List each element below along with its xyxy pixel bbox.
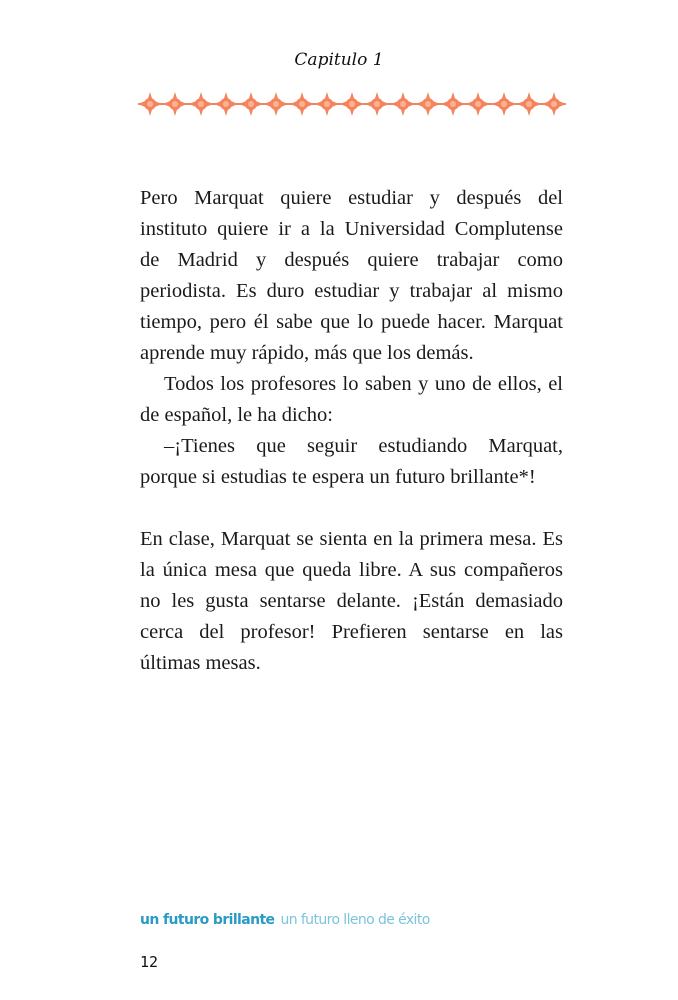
text-line: porque si estudias te espera un futuro brillante*!: [140, 466, 536, 488]
text-line: tiempo, pero él sabe que lo puede hacer. Marquat: [140, 311, 563, 333]
text-line: de español, le ha dicho:: [140, 404, 333, 426]
footnote: [140, 912, 430, 928]
ornament-star-icon: [466, 92, 490, 116]
text-line: Todos los profesores lo saben y uno de ellos, el: [164, 373, 563, 395]
ornament-star-icon: [290, 92, 314, 116]
text-line: de Madrid y después quiere trabajar como: [140, 249, 563, 271]
ornament-star-icon: [189, 92, 213, 116]
ornament-star-icon: [340, 92, 364, 116]
paragraph: [140, 369, 563, 431]
footnote-definition: un futuro lleno de éxito: [280, 912, 430, 928]
text-line: periodista. Es duro estudiar y trabajar al mismo: [140, 280, 563, 302]
paragraph: [140, 524, 563, 679]
ornament-star-icon: [391, 92, 415, 116]
ornament-star-icon: [214, 92, 238, 116]
ornament-star-icon: [264, 92, 288, 116]
text-line: últimas mesas.: [140, 652, 261, 674]
ornament-star-icon: [492, 92, 516, 116]
text-line: la única mesa que queda libre. A sus compañeros: [140, 559, 563, 581]
ornament-star-icon: [441, 92, 465, 116]
paragraph-gap: [140, 493, 563, 524]
ornament-star-icon: [239, 92, 263, 116]
footnote-term: un futuro brillante: [140, 912, 275, 928]
ornament-star-icon: [517, 92, 541, 116]
text-line: no les gusta sentarse delante. ¡Están demasiado: [140, 590, 563, 612]
text-line: instituto quiere ir a la Universidad Complutense: [140, 218, 563, 240]
ornament-star-icon: [416, 92, 440, 116]
ornament-star-icon: [163, 92, 187, 116]
text-line: cerca del profesor! Prefieren sentarse en las: [140, 621, 563, 643]
ornament-divider: [138, 92, 566, 116]
page-number: 12: [140, 953, 159, 971]
text-line: En clase, Marquat se sienta en la primera mesa. Es: [140, 528, 563, 550]
text-line: aprende muy rápido, más que los demás.: [140, 342, 474, 364]
text-line: Pero Marquat quiere estudiar y después del: [140, 187, 563, 209]
text-line: –¡Tienes que seguir estudiando Marquat,: [164, 435, 563, 457]
ornament-star-icon: [315, 92, 339, 116]
chapter-title: Capitulo 1: [294, 50, 384, 70]
ornament-star-icon: [365, 92, 389, 116]
ornament-star-icon: [138, 92, 162, 116]
body-text: [140, 183, 563, 679]
paragraph: [140, 183, 563, 369]
paragraph: [140, 431, 563, 493]
ornament-star-icon: [542, 92, 566, 116]
